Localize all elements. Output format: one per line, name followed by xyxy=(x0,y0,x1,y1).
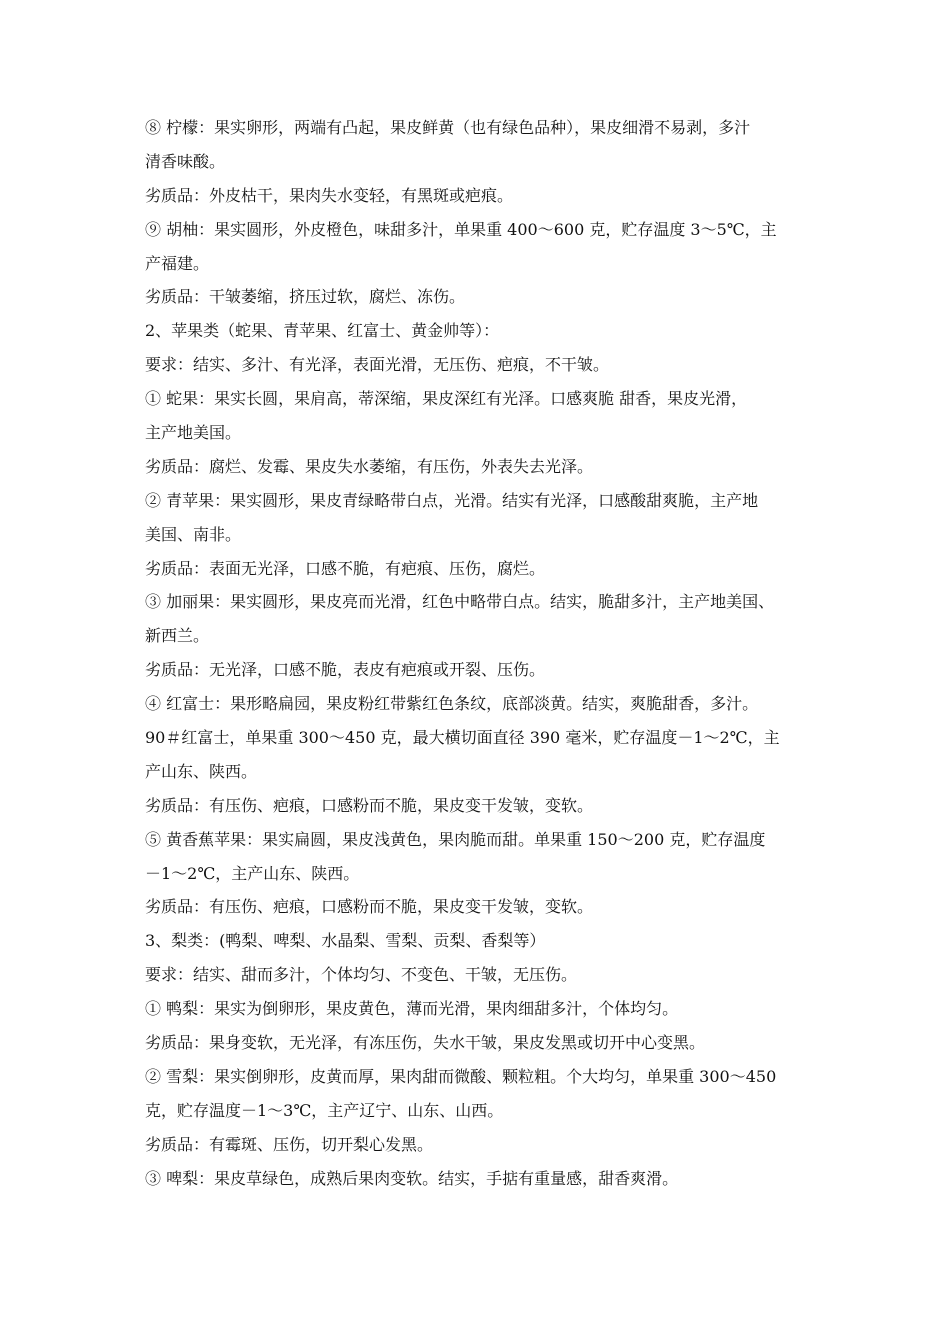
section-heading-apples: 2、苹果类（蛇果、青苹果、红富士、黄金帅等）： xyxy=(145,321,500,341)
text-line-23: －1～2℃，主产山东、陕西。 xyxy=(145,863,360,883)
text-line-32: ③ 啤梨：果皮草绿色，成熟后果肉变软。结实，手掂有重量感，甜香爽滑。 xyxy=(145,1168,679,1188)
text-line-14: 劣质品：表面无光泽，口感不脆，有疤痕、压伤，腐烂。 xyxy=(145,558,546,578)
text-line-15: ③ 加丽果：果实圆形，果皮亮而光滑，红色中略带白点。结实，脆甜多汁，主产地美国、 xyxy=(145,592,775,612)
text-line-4: ⑨ 胡柚：果实圆形，外皮橙色，味甜多汁，单果重 400～600 克，贮存温度 3～5℃，主 xyxy=(145,219,777,239)
text-line-19: 90＃红富士，单果重 300～450 克，最大横切面直径 390 毫米，贮存温度－1～2℃，主 xyxy=(145,728,780,748)
text-line-22: ⑤ 黄香蕉苹果：果实扁圆，果皮浅黄色，果肉脆而甜。单果重 150～200 克，贮存温度 xyxy=(145,829,766,849)
text-line-9: ① 蛇果：果实长圆，果肩高，蒂深缩，果皮深红有光泽。口感爽脆 甜香，果皮光滑， xyxy=(145,389,748,409)
text-line-30: 克，贮存温度－1～3℃，主产辽宁、山东、山西。 xyxy=(145,1100,504,1120)
section-heading-pears: 3、梨类：(鸭梨、啤梨、水晶梨、雪梨、贡梨、香梨等） xyxy=(145,931,546,951)
text-line-24: 劣质品：有压伤、疤痕，口感粉而不脆，果皮变干发皱，变软。 xyxy=(145,897,594,917)
text-line-29: ② 雪梨：果实倒卵形，皮黄而厚，果肉甜而微酸、颗粒粗。个大均匀，单果重 300～450 xyxy=(145,1066,777,1086)
text-line-28: 劣质品：果身变软，无光泽，有冻压伤，失水干皱，果皮发黑或切开中心变黑。 xyxy=(145,1033,706,1053)
text-line-2: 清香味酸。 xyxy=(145,151,226,171)
document-body xyxy=(145,111,813,1196)
text-line-31: 劣质品：有霉斑、压伤，切开梨心发黑。 xyxy=(145,1134,434,1154)
text-line-16: 新西兰。 xyxy=(145,626,210,646)
text-line-3: 劣质品：外皮枯干，果肉失水变轻，有黑斑或疤痕。 xyxy=(145,185,514,205)
text-line-26: 要求：结实、甜而多汁，个体均匀、不变色、干皱，无压伤。 xyxy=(145,965,578,985)
text-line-20: 产山东、陕西。 xyxy=(145,761,258,781)
text-line-13: 美国、南非。 xyxy=(145,524,242,544)
text-line-18: ④ 红富士：果形略扁园，果皮粉红带紫红色条纹，底部淡黄。结实，爽脆甜香，多汁。 xyxy=(145,694,759,714)
text-line-12: ② 青苹果：果实圆形，果皮青绿略带白点，光滑。结实有光泽，口感酸甜爽脆，主产地 xyxy=(145,490,759,510)
text-line-8: 要求：结实、多汁、有光泽，表面光滑，无压伤、疤痕，不干皱。 xyxy=(145,355,610,375)
text-line-11: 劣质品：腐烂、发霉、果皮失水萎缩，有压伤，外表失去光泽。 xyxy=(145,456,594,476)
text-line-17: 劣质品：无光泽，口感不脆，表皮有疤痕或开裂、压伤。 xyxy=(145,660,546,680)
text-line-10: 主产地美国。 xyxy=(145,423,242,443)
text-line-6: 劣质品：干皱萎缩，挤压过软，腐烂、冻伤。 xyxy=(145,287,466,307)
text-line-1: ⑧ 柠檬：果实卵形，两端有凸起，果皮鲜黄（也有绿色品种），果皮细滑不易剥，多汁 xyxy=(145,118,751,137)
text-line-21: 劣质品：有压伤、疤痕，口感粉而不脆，果皮变干发皱，变软。 xyxy=(145,795,594,815)
text-line-5: 产福建。 xyxy=(145,253,210,273)
text-line-27: ① 鸭梨：果实为倒卵形，果皮黄色，薄而光滑，果肉细甜多汁，个体均匀。 xyxy=(145,999,679,1019)
